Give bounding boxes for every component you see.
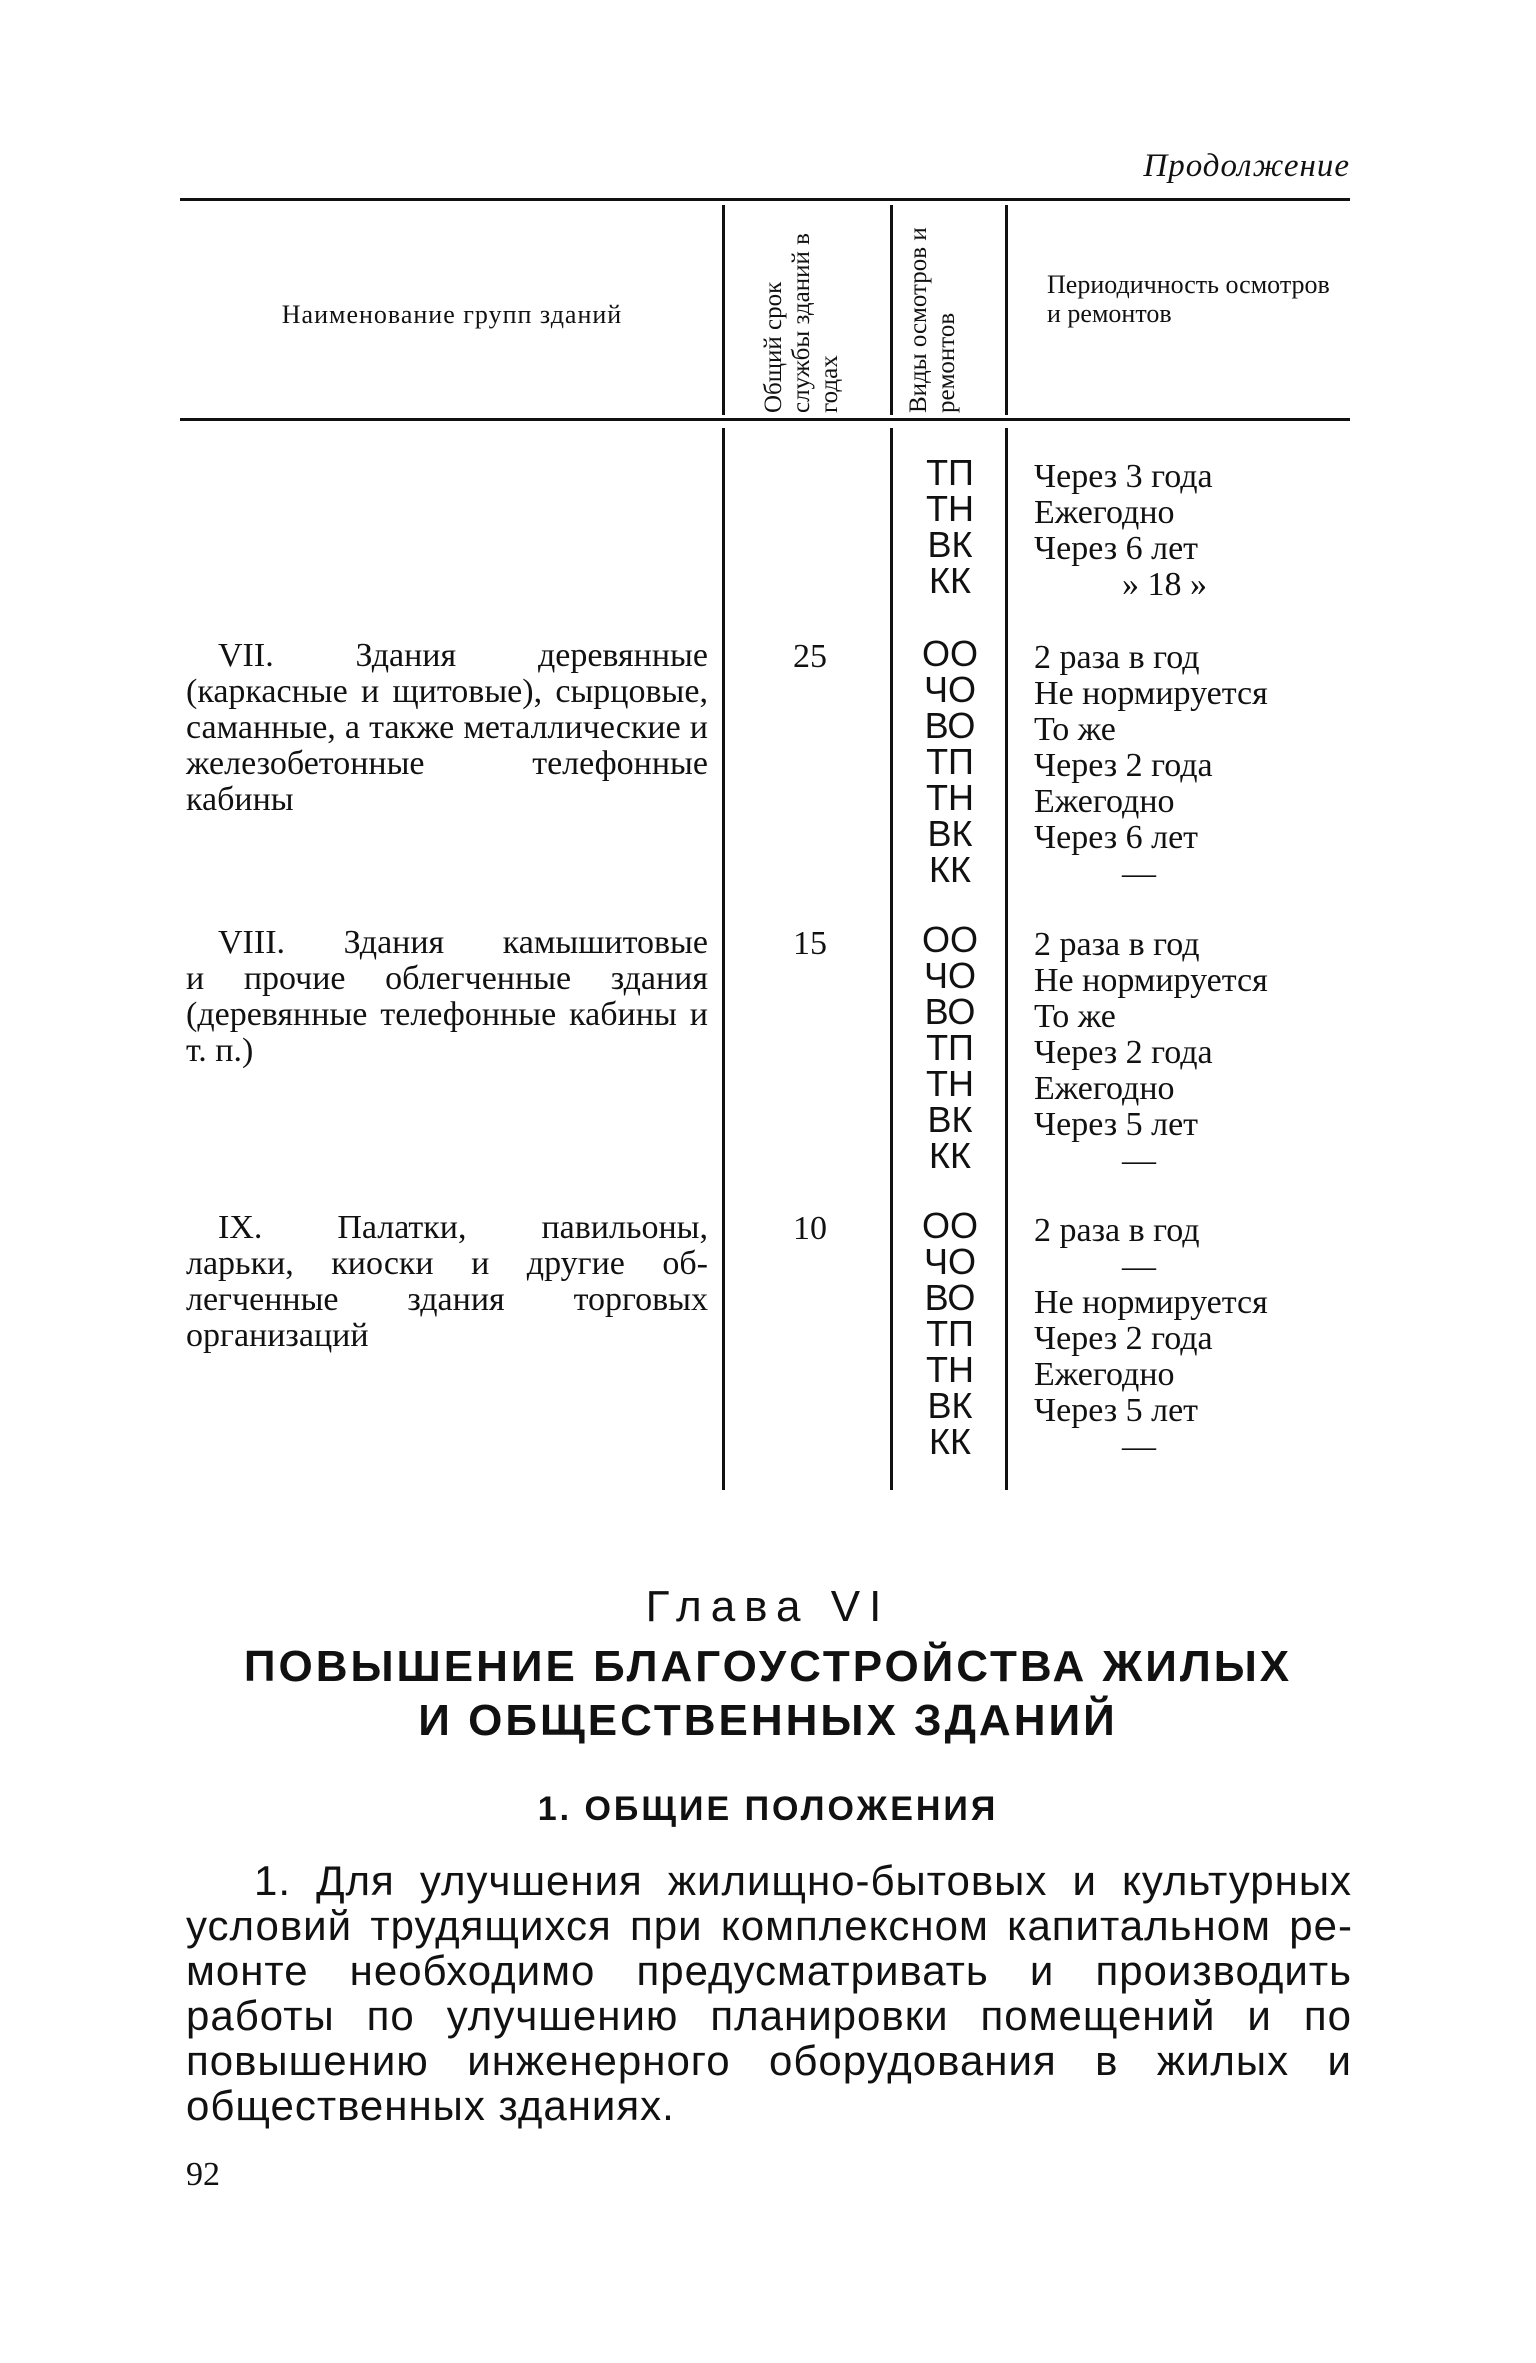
column-divider xyxy=(722,205,725,415)
period-cell: Не нормируется xyxy=(1034,675,1268,712)
period-cell: Не нормируется xyxy=(1034,962,1268,999)
period-cell: — xyxy=(1122,1428,1156,1465)
period-cell: 2 раза в год xyxy=(1034,926,1200,963)
code-cell: ОО xyxy=(921,633,978,674)
header-periodicity: Периодичность осмотров и ремонтов xyxy=(1047,270,1330,328)
service-life-cell: 25 xyxy=(793,638,827,675)
code-cell: ВО xyxy=(924,1277,976,1318)
section-heading: 1. ОБЩИЕ ПОЛОЖЕНИЯ xyxy=(537,1790,999,1828)
chapter-title-line: И ОБЩЕСТВЕННЫХ ЗДАНИЙ xyxy=(418,1696,1118,1745)
code-cell: ЧО xyxy=(924,955,976,996)
row-periods xyxy=(1034,927,1354,1179)
code-cell: ТП xyxy=(926,1313,974,1354)
service-life-cell: 15 xyxy=(793,925,827,962)
code-cell: ВК xyxy=(927,524,973,565)
code-cell: ТН xyxy=(926,777,974,818)
period-cell: 2 раза в год xyxy=(1034,639,1200,676)
chapter-title xyxy=(0,1640,1536,1748)
code-cell: ВО xyxy=(924,991,976,1032)
group-name-first-line: VII. Здания деревянные xyxy=(218,637,708,674)
code-cell: ТП xyxy=(926,741,974,782)
period-cell: Через 2 года xyxy=(1034,1320,1213,1357)
row-codes xyxy=(895,1205,1005,1462)
group-name-cell xyxy=(186,638,708,818)
chapter-title-line: ПОВЫШЕНИЕ БЛАГОУСТРОЙСТВА ЖИЛЫХ xyxy=(243,1642,1293,1691)
row-periods xyxy=(1034,459,1354,603)
header-inspection-types: Виды осмотров и ремонтов xyxy=(905,227,960,413)
period-cell: Ежегодно xyxy=(1034,1356,1175,1393)
period-cell: Ежегодно xyxy=(1034,494,1175,531)
period-cell: Через 3 года xyxy=(1034,458,1213,495)
period-cell: То же xyxy=(1034,711,1116,748)
code-cell: ЧО xyxy=(924,1241,976,1282)
code-cell: КК xyxy=(929,1135,971,1176)
row-codes xyxy=(895,919,1005,1176)
code-cell: ВК xyxy=(927,813,973,854)
page-number: 92 xyxy=(186,2156,220,2193)
period-cell: — xyxy=(1122,1248,1156,1285)
group-name-cell xyxy=(186,1210,708,1354)
code-cell: ОО xyxy=(921,919,978,960)
row-periods xyxy=(1034,640,1354,892)
period-cell: Через 2 года xyxy=(1034,1034,1213,1071)
code-cell: КК xyxy=(929,560,971,601)
code-cell: ВК xyxy=(927,1099,973,1140)
code-cell: ОО xyxy=(921,1205,978,1246)
row-codes xyxy=(895,452,1005,601)
chapter-label: Глава VI xyxy=(645,1582,891,1631)
column-divider xyxy=(722,428,725,1490)
code-cell: ВК xyxy=(927,1385,973,1426)
paragraph-text: 1. Для улучшения жилищно-бытовых и культурных условий трудящихся при комплексном капитальном ремонте необходимо предусматривать и производить работы по улучшению планировки помещений и по повышению инженерного оборудования в жилых и общественных зданиях. xyxy=(186,1857,1352,2129)
group-name-rest: ларьки, киоски и другие облегченные здания торговых организаций xyxy=(186,1245,708,1354)
code-cell: ТН xyxy=(926,488,974,529)
period-cell: » 18 » xyxy=(1122,566,1207,603)
group-name-rest: и прочие облегченные здания (деревянные телефонные кабины и т. п.) xyxy=(186,960,708,1069)
group-name-first-line: IX. Палатки, павильоны, xyxy=(218,1209,708,1246)
row-periods xyxy=(1034,1213,1354,1465)
group-name-cell xyxy=(186,925,708,1069)
period-cell: Через 2 года xyxy=(1034,747,1213,784)
period-cell: Через 6 лет xyxy=(1034,530,1199,567)
code-cell: ЧО xyxy=(924,669,976,710)
table-top-rule xyxy=(180,198,1350,201)
period-cell: Не нормируется xyxy=(1034,1284,1268,1321)
period-cell: Ежегодно xyxy=(1034,783,1175,820)
period-cell: — xyxy=(1122,1142,1156,1179)
column-divider xyxy=(1005,205,1008,415)
column-divider xyxy=(890,428,893,1490)
service-life-cell: 10 xyxy=(793,1210,827,1247)
group-name-rest: (каркасные и щитовые), сырцовые, саманные, а также металлические и железобетонные телефонные кабины xyxy=(186,673,708,818)
period-cell: Через 6 лет xyxy=(1034,819,1199,856)
period-cell: То же xyxy=(1034,998,1116,1035)
code-cell: ТП xyxy=(926,1027,974,1068)
header-service-life: Общий срок службы зданий в годах xyxy=(760,233,843,413)
code-cell: ВО xyxy=(924,705,976,746)
code-cell: КК xyxy=(929,849,971,890)
column-divider xyxy=(1005,428,1008,1490)
period-cell: Через 5 лет xyxy=(1034,1392,1199,1429)
code-cell: ТН xyxy=(926,1063,974,1104)
code-cell: ТН xyxy=(926,1349,974,1390)
body-paragraph xyxy=(186,1858,1352,2128)
continuation-label: Продолжение xyxy=(1143,148,1350,184)
row-codes xyxy=(895,633,1005,890)
code-cell: КК xyxy=(929,1421,971,1462)
code-cell: ТП xyxy=(926,452,974,493)
period-cell: 2 раза в год xyxy=(1034,1212,1200,1249)
period-cell: Через 5 лет xyxy=(1034,1106,1199,1143)
header-group-name: Наименование групп зданий xyxy=(281,300,623,329)
group-name-first-line: VIII. Здания камышитовые xyxy=(218,924,708,961)
period-cell: — xyxy=(1122,855,1156,892)
table-header-rule xyxy=(180,418,1350,421)
column-divider xyxy=(890,205,893,415)
period-cell: Ежегодно xyxy=(1034,1070,1175,1107)
